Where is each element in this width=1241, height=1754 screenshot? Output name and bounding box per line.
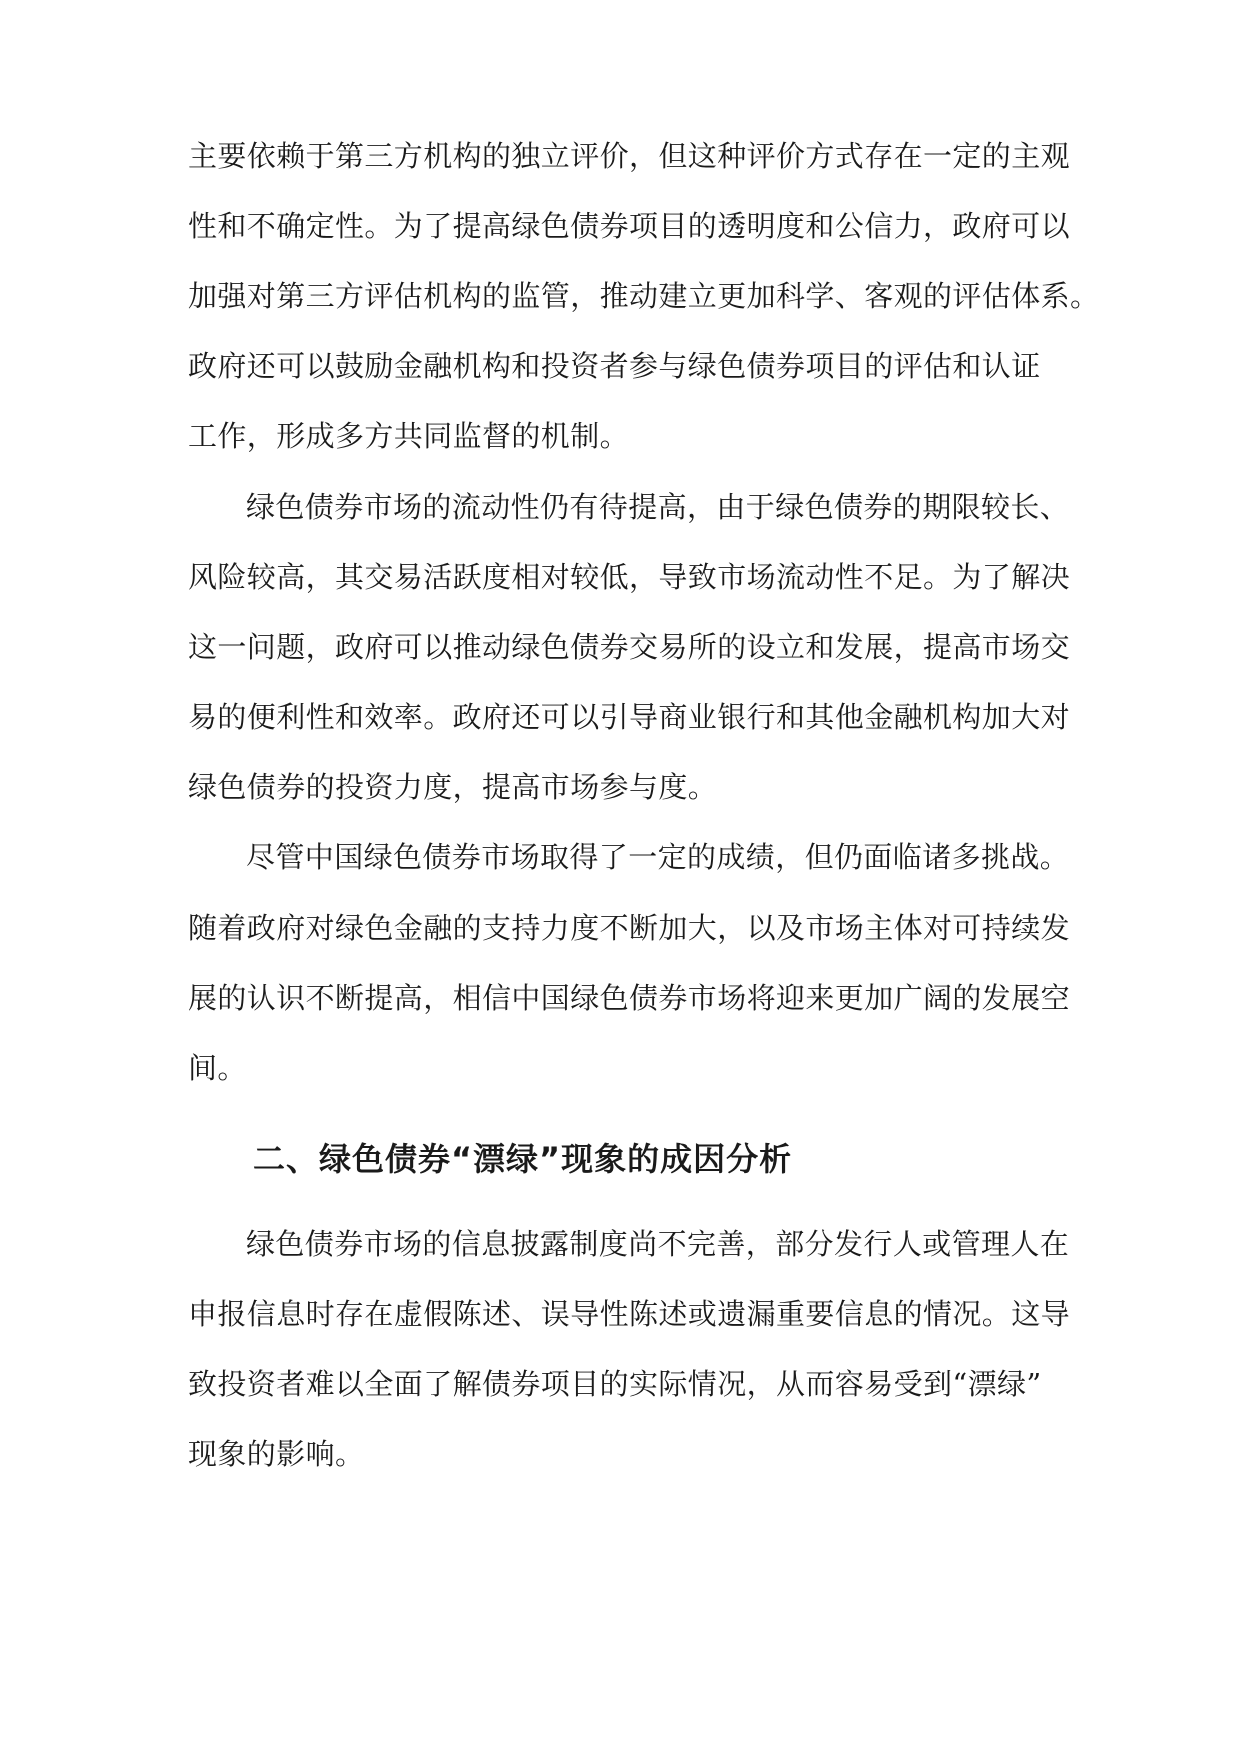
paragraph-2-line-3: 这一问题，政府可以推动绿色债券交易所的设立和发展，提高市场交 [188, 630, 1071, 664]
paragraph-4-line-2: 申报信息时存在虚假陈述、误导性陈述或遗漏重要信息的情况。这导 [188, 1297, 1071, 1331]
paragraph-2-line-2: 风险较高，其交易活跃度相对较低，导致市场流动性不足。为了解决 [188, 560, 1071, 594]
paragraph-1-line-4: 政府还可以鼓励金融机构和投资者参与绿色债券项目的评估和认证 [188, 349, 1041, 383]
paragraph-3-line-4: 间。 [188, 1051, 247, 1085]
paragraph-4-line-4: 现象的影响。 [188, 1437, 365, 1471]
paragraph-2-line-1: 绿色债券市场的流动性仍有待提高，由于绿色债券的期限较长、 [246, 490, 1070, 524]
paragraph-3-line-2: 随着政府对绿色金融的支持力度不断加大，以及市场主体对可持续发 [188, 911, 1071, 945]
paragraph-2-line-4: 易的便利性和效率。政府还可以引导商业银行和其他金融机构加大对 [188, 700, 1071, 734]
paragraph-3-line-1: 尽管中国绿色债券市场取得了一定的成绩，但仍面临诸多挑战。 [246, 840, 1070, 874]
paragraph-1-line-1: 主要依赖于第三方机构的独立评价，但这种评价方式存在一定的主观 [188, 139, 1071, 173]
paragraph-1-line-2: 性和不确定性。为了提高绿色债券项目的透明度和公信力，政府可以 [188, 209, 1071, 243]
paragraph-4-line-1: 绿色债券市场的信息披露制度尚不完善，部分发行人或管理人在 [246, 1227, 1070, 1261]
paragraph-2-line-5: 绿色债券的投资力度，提高市场参与度。 [188, 770, 718, 804]
paragraph-3-line-3: 展的认识不断提高，相信中国绿色债券市场将迎来更加广阔的发展空 [188, 981, 1071, 1015]
paragraph-1-line-5: 工作，形成多方共同监督的机制。 [188, 419, 630, 453]
paragraph-1-line-3: 加强对第三方评估机构的监管，推动建立更加科学、客观的评估体系。 [188, 279, 1100, 313]
paragraph-4-line-3: 致投资者难以全面了解债券项目的实际情况，从而容易受到“漂绿” [188, 1367, 1042, 1401]
section-heading: 二、绿色债券“漂绿”现象的成因分析 [253, 1140, 793, 1178]
